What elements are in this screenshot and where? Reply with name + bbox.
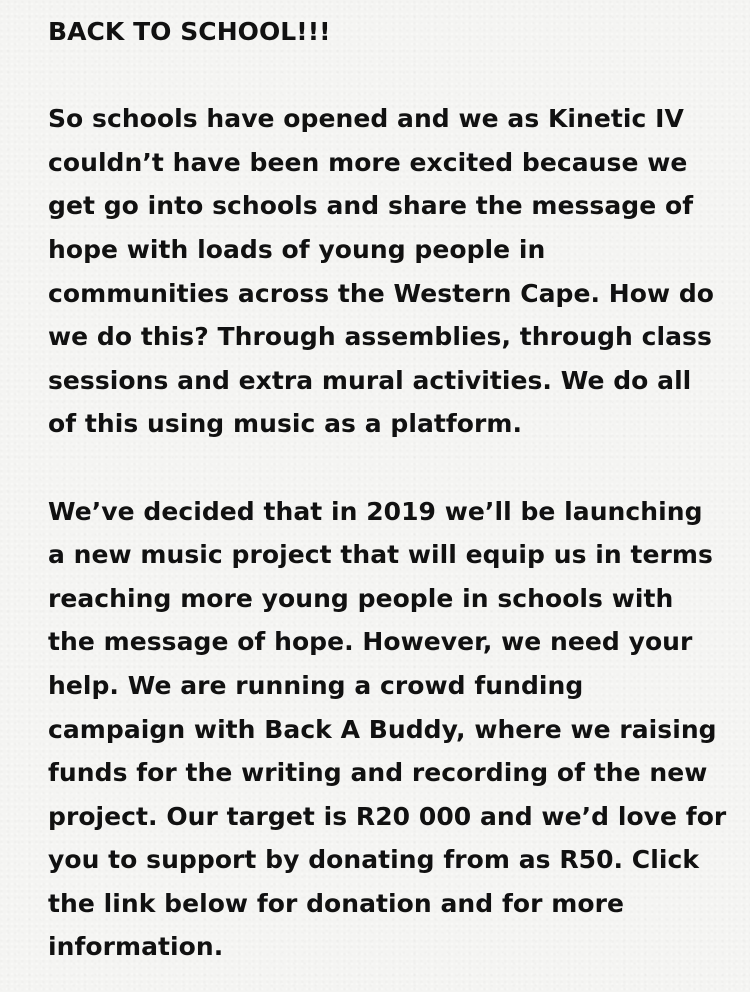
note-paragraph-2: We’ve decided that in 2019 we’ll be launching a new music project that will equip us in terms reaching more young people in schools with the message of hope. However, we need your help. We are running a crowd funding campaign with Back A Buddy, where we raising funds for the writing and recording of the new project. Our target is R20 000 and we’d love for you to support by donating from as R50. Click the link below for donation and for more information. (48, 496, 727, 962)
note-title: BACK TO SCHOOL!!! (48, 17, 331, 46)
paragraph-spacer (48, 54, 728, 98)
note-body (48, 10, 728, 969)
paragraph-spacer (48, 446, 728, 490)
note-paragraph-1: So schools have opened and we as Kinetic IV couldn’t have been more excited because we get go into schools and share the message of hope with loads of young people in communities across the Western Cape. How do we do this? Through assemblies, through class sessions and extra mural activities. We do all of this using music as a platform. (48, 104, 715, 439)
